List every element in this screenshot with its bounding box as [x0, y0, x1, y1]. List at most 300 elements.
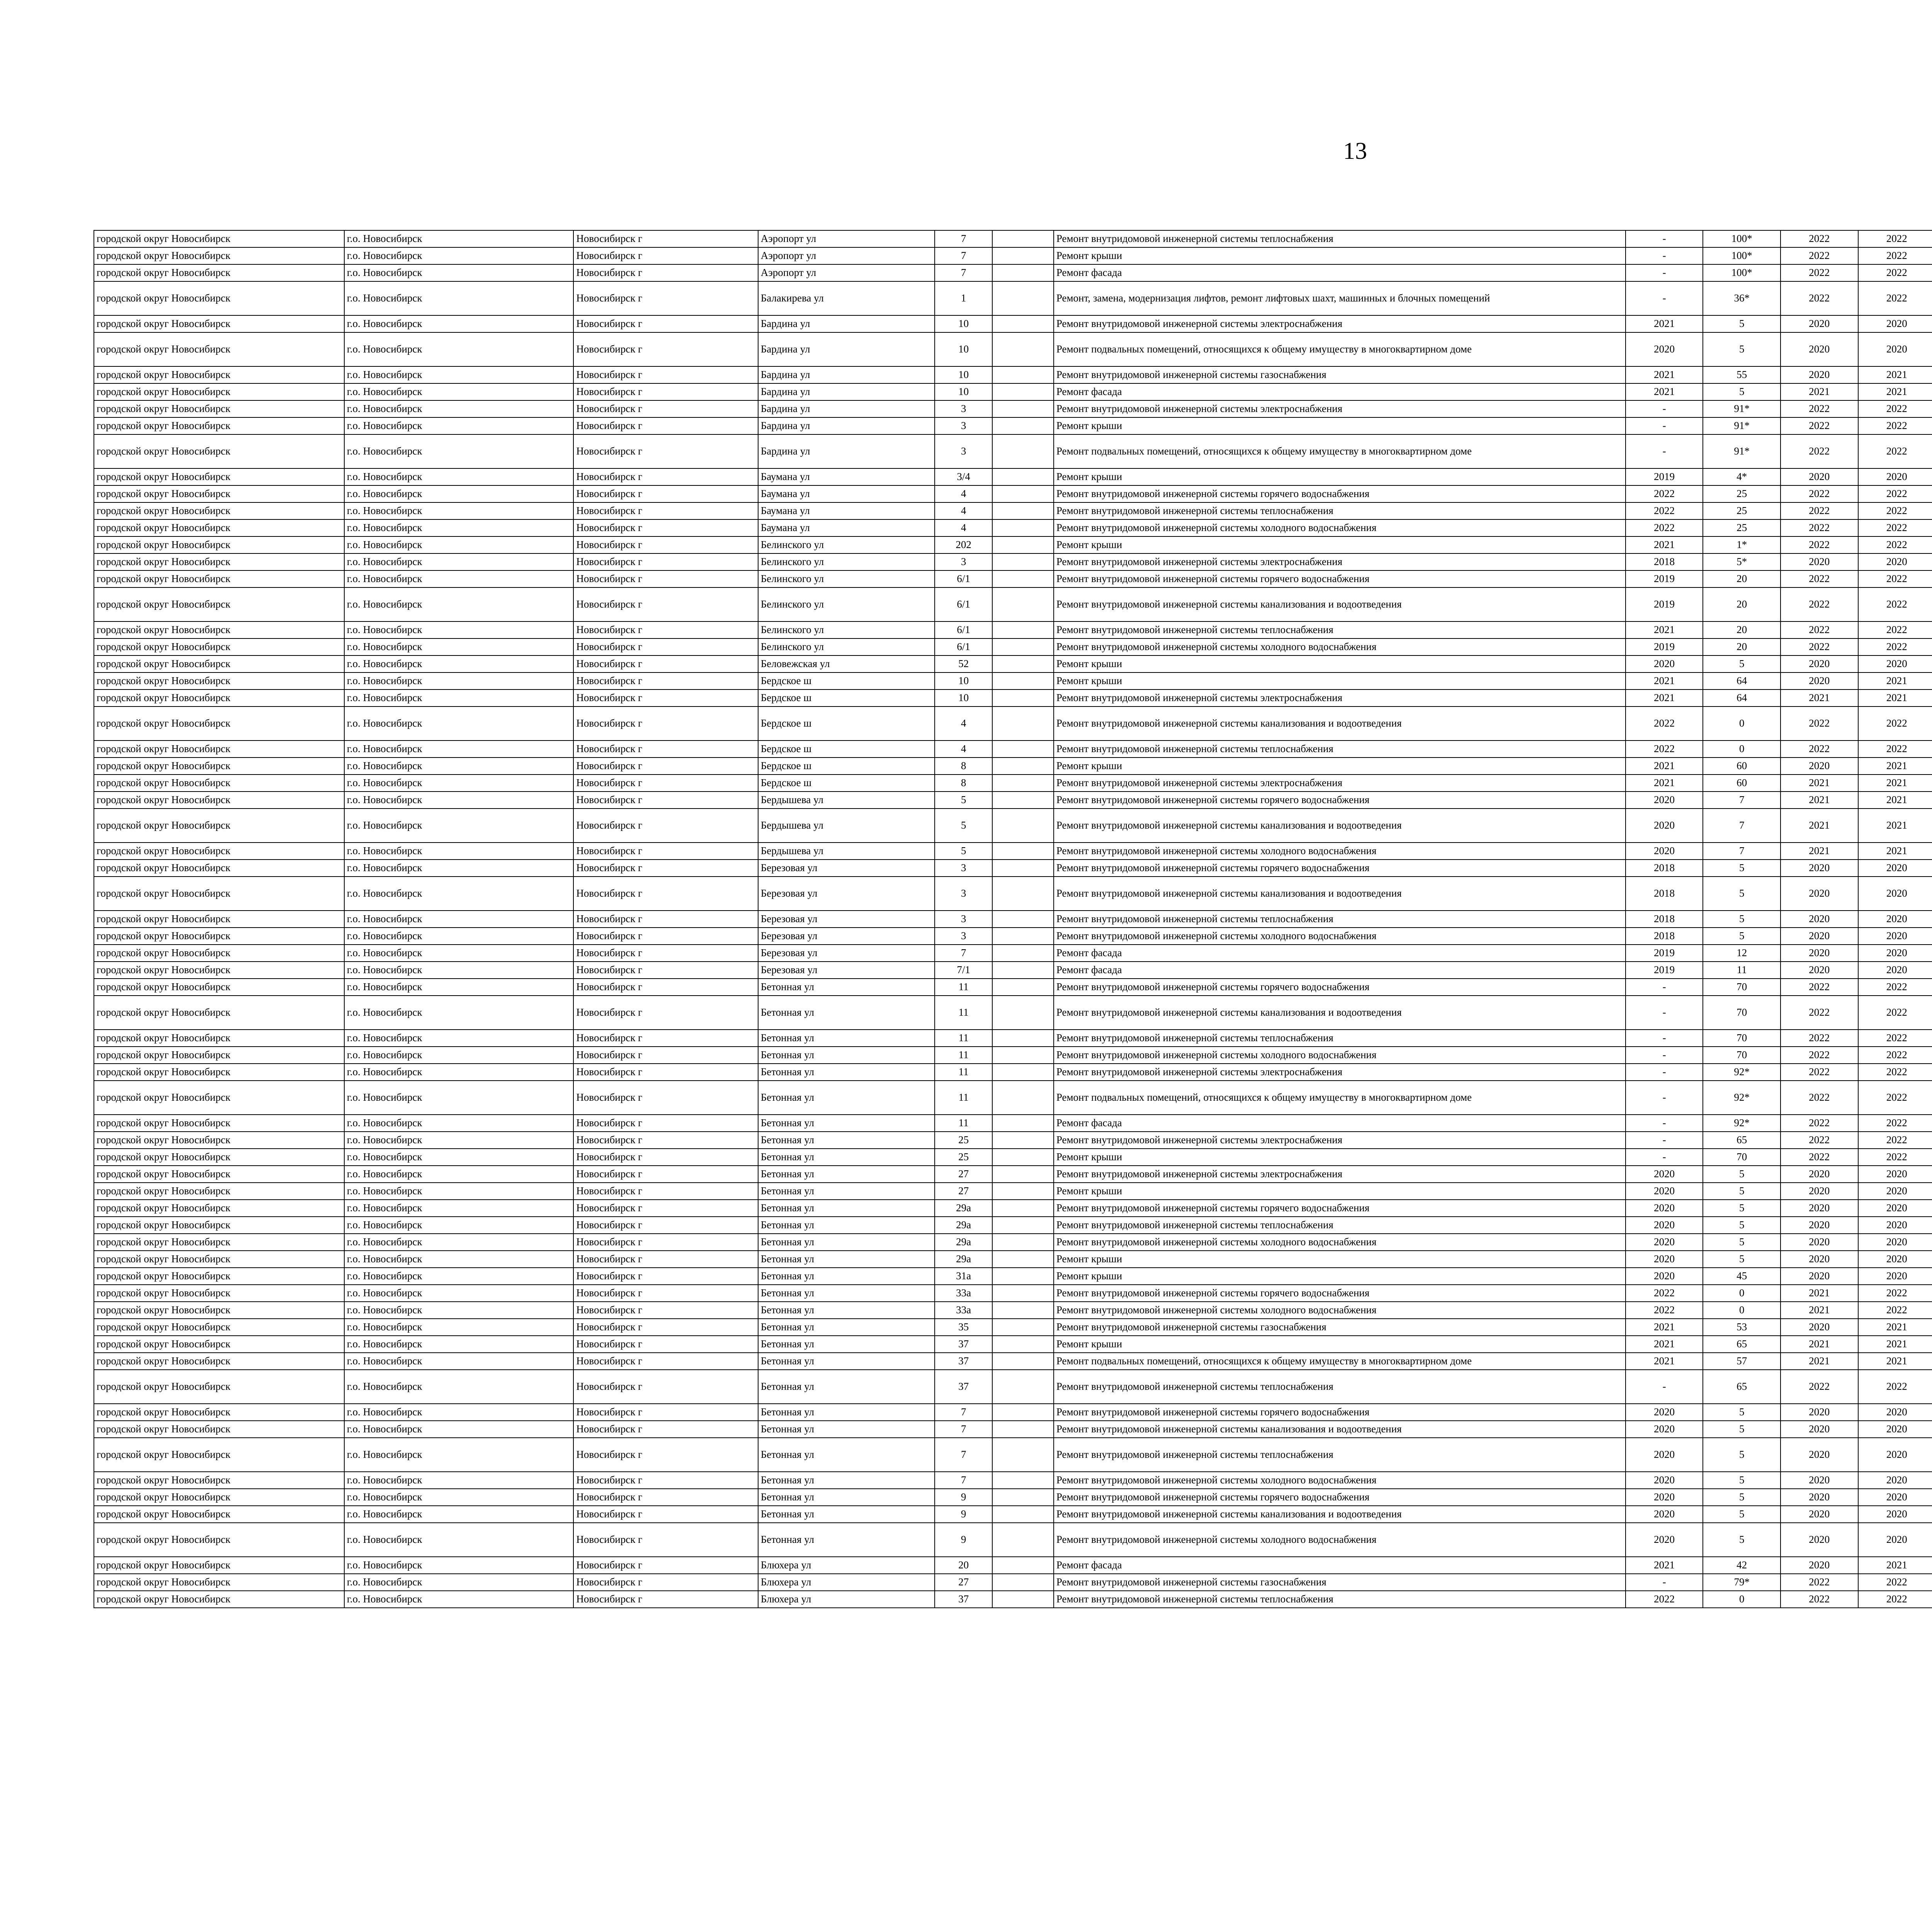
cell-house: 3: [935, 417, 992, 434]
cell-work-type: Ремонт внутридомовой инженерной системы горячего водоснабжения: [1054, 485, 1626, 502]
cell-work-type: Ремонт внутридомовой инженерной системы теплоснабжения: [1054, 1217, 1626, 1234]
cell-prev-year: 2022: [1626, 485, 1703, 502]
cell-wear: 70: [1703, 996, 1781, 1030]
cell-house: 3/4: [935, 468, 992, 485]
cell-settlement: г.о. Новосибирск: [344, 638, 574, 655]
cell-wear: 64: [1703, 690, 1781, 707]
cell-settlement: г.о. Новосибирск: [344, 1574, 574, 1591]
cell-work-type: Ремонт внутридомовой инженерной системы канализования и водоотведения: [1054, 707, 1626, 741]
cell-house: 6/1: [935, 638, 992, 655]
cell-work-type: Ремонт фасада: [1054, 383, 1626, 400]
cell-municipality: городской округ Новосибирск: [94, 553, 344, 570]
cell-municipality: городской округ Новосибирск: [94, 1438, 344, 1472]
cell-house: 11: [935, 996, 992, 1030]
cell-house: 4: [935, 485, 992, 502]
cell-wear: 11: [1703, 962, 1781, 979]
cell-corpus: [992, 996, 1053, 1030]
cell-city: Новосибирск г: [573, 468, 758, 485]
cell-plan-end: 2020: [1858, 1166, 1932, 1183]
table-row: [94, 1081, 1932, 1115]
cell-work-type: Ремонт внутридомовой инженерной системы теплоснабжения: [1054, 230, 1626, 247]
cell-street: Бетонная ул: [758, 1438, 935, 1472]
table-row: [94, 1149, 1932, 1166]
cell-plan-start: 2020: [1781, 928, 1858, 945]
cell-house: 11: [935, 1064, 992, 1081]
cell-wear: 5: [1703, 1234, 1781, 1251]
cell-prev-year: 2021: [1626, 536, 1703, 553]
cell-plan-start: 2022: [1781, 1081, 1858, 1115]
cell-wear: 91*: [1703, 400, 1781, 417]
cell-wear: 5: [1703, 911, 1781, 928]
cell-plan-end: 2022: [1858, 979, 1932, 996]
cell-plan-end: 2021: [1858, 383, 1932, 400]
cell-house: 10: [935, 672, 992, 690]
cell-settlement: г.о. Новосибирск: [344, 928, 574, 945]
cell-wear: 20: [1703, 638, 1781, 655]
cell-city: Новосибирск г: [573, 979, 758, 996]
cell-municipality: городской округ Новосибирск: [94, 911, 344, 928]
cell-settlement: г.о. Новосибирск: [344, 1115, 574, 1132]
cell-house: 27: [935, 1166, 992, 1183]
cell-street: Бетонная ул: [758, 1302, 935, 1319]
cell-plan-end: 2022: [1858, 1370, 1932, 1404]
cell-prev-year: 2020: [1626, 809, 1703, 843]
cell-corpus: [992, 1472, 1053, 1489]
cell-work-type: Ремонт внутридомовой инженерной системы холодного водоснабжения: [1054, 1234, 1626, 1251]
cell-city: Новосибирск г: [573, 1438, 758, 1472]
table-row: [94, 843, 1932, 860]
cell-wear: 0: [1703, 1302, 1781, 1319]
table-row: [94, 1523, 1932, 1557]
cell-plan-end: 2020: [1858, 1268, 1932, 1285]
cell-corpus: [992, 979, 1053, 996]
cell-prev-year: -: [1626, 996, 1703, 1030]
cell-street: Бетонная ул: [758, 1030, 935, 1047]
table-row: [94, 383, 1932, 400]
cell-city: Новосибирск г: [573, 672, 758, 690]
cell-municipality: городской округ Новосибирск: [94, 247, 344, 264]
cell-corpus: [992, 587, 1053, 621]
cell-plan-end: 2022: [1858, 434, 1932, 468]
page-number: 13: [1343, 138, 1367, 164]
cell-municipality: городской округ Новосибирск: [94, 468, 344, 485]
cell-plan-end: 2020: [1858, 1200, 1932, 1217]
cell-plan-start: 2020: [1781, 1438, 1858, 1472]
cell-plan-start: 2020: [1781, 1523, 1858, 1557]
cell-house: 29а: [935, 1200, 992, 1217]
cell-municipality: городской округ Новосибирск: [94, 1489, 344, 1506]
cell-corpus: [992, 1115, 1053, 1132]
cell-plan-start: 2020: [1781, 1489, 1858, 1506]
cell-municipality: городской округ Новосибирск: [94, 1234, 344, 1251]
cell-house: 9: [935, 1506, 992, 1523]
table-row: [94, 417, 1932, 434]
cell-prev-year: 2018: [1626, 860, 1703, 877]
cell-street: Аэропорт ул: [758, 264, 935, 281]
cell-work-type: Ремонт внутридомовой инженерной системы теплоснабжения: [1054, 1591, 1626, 1608]
cell-plan-end: 2021: [1858, 758, 1932, 775]
cell-work-type: Ремонт внутридомовой инженерной системы холодного водоснабжения: [1054, 1047, 1626, 1064]
cell-prev-year: 2022: [1626, 519, 1703, 536]
cell-settlement: г.о. Новосибирск: [344, 707, 574, 741]
cell-municipality: городской округ Новосибирск: [94, 1115, 344, 1132]
cell-corpus: [992, 1591, 1053, 1608]
cell-prev-year: -: [1626, 1081, 1703, 1115]
cell-plan-start: 2020: [1781, 1251, 1858, 1268]
cell-street: Бетонная ул: [758, 1421, 935, 1438]
cell-municipality: городской округ Новосибирск: [94, 434, 344, 468]
table-row: [94, 553, 1932, 570]
cell-plan-end: 2020: [1858, 332, 1932, 366]
cell-street: Баумана ул: [758, 502, 935, 519]
cell-street: Бардина ул: [758, 400, 935, 417]
cell-plan-start: 2022: [1781, 638, 1858, 655]
cell-corpus: [992, 519, 1053, 536]
table-row: [94, 1591, 1932, 1608]
cell-city: Новосибирск г: [573, 911, 758, 928]
cell-house: 37: [935, 1353, 992, 1370]
cell-wear: 4*: [1703, 468, 1781, 485]
cell-city: Новосибирск г: [573, 877, 758, 911]
cell-street: Бардина ул: [758, 417, 935, 434]
cell-corpus: [992, 366, 1053, 383]
cell-corpus: [992, 1149, 1053, 1166]
cell-municipality: городской округ Новосибирск: [94, 1047, 344, 1064]
cell-prev-year: -: [1626, 1574, 1703, 1591]
cell-wear: 5: [1703, 655, 1781, 672]
cell-municipality: городской округ Новосибирск: [94, 1217, 344, 1234]
cell-plan-start: 2021: [1781, 1336, 1858, 1353]
cell-prev-year: 2019: [1626, 587, 1703, 621]
cell-settlement: г.о. Новосибирск: [344, 1030, 574, 1047]
cell-city: Новосибирск г: [573, 1302, 758, 1319]
cell-house: 7: [935, 1421, 992, 1438]
cell-corpus: [992, 707, 1053, 741]
cell-settlement: г.о. Новосибирск: [344, 1438, 574, 1472]
cell-work-type: Ремонт внутридомовой инженерной системы канализования и водоотведения: [1054, 1506, 1626, 1523]
cell-plan-end: 2020: [1858, 1489, 1932, 1506]
cell-plan-end: 2020: [1858, 1183, 1932, 1200]
cell-plan-end: 2022: [1858, 417, 1932, 434]
cell-plan-start: 2021: [1781, 1302, 1858, 1319]
cell-plan-start: 2020: [1781, 911, 1858, 928]
cell-city: Новосибирск г: [573, 860, 758, 877]
cell-wear: 92*: [1703, 1064, 1781, 1081]
cell-city: Новосибирск г: [573, 502, 758, 519]
cell-prev-year: -: [1626, 1132, 1703, 1149]
cell-prev-year: 2022: [1626, 741, 1703, 758]
cell-plan-start: 2020: [1781, 672, 1858, 690]
table-row: [94, 860, 1932, 877]
cell-wear: 79*: [1703, 1574, 1781, 1591]
cell-settlement: г.о. Новосибирск: [344, 1166, 574, 1183]
cell-work-type: Ремонт крыши: [1054, 247, 1626, 264]
cell-wear: 70: [1703, 1047, 1781, 1064]
cell-house: 6/1: [935, 587, 992, 621]
cell-wear: 25: [1703, 485, 1781, 502]
cell-plan-end: 2022: [1858, 536, 1932, 553]
cell-city: Новосибирск г: [573, 843, 758, 860]
cell-corpus: [992, 1183, 1053, 1200]
cell-plan-start: 2022: [1781, 417, 1858, 434]
cell-wear: 5: [1703, 1200, 1781, 1217]
cell-corpus: [992, 1302, 1053, 1319]
table-row: [94, 1200, 1932, 1217]
cell-house: 3: [935, 434, 992, 468]
cell-house: 3: [935, 928, 992, 945]
cell-street: Бердское ш: [758, 775, 935, 792]
cell-municipality: городской округ Новосибирск: [94, 383, 344, 400]
cell-settlement: г.о. Новосибирск: [344, 775, 574, 792]
cell-plan-end: 2022: [1858, 247, 1932, 264]
cell-prev-year: -: [1626, 400, 1703, 417]
cell-street: Бетонная ул: [758, 1132, 935, 1149]
cell-corpus: [992, 536, 1053, 553]
cell-house: 37: [935, 1370, 992, 1404]
cell-work-type: Ремонт крыши: [1054, 1336, 1626, 1353]
cell-plan-start: 2020: [1781, 1404, 1858, 1421]
cell-municipality: городской округ Новосибирск: [94, 655, 344, 672]
cell-house: 11: [935, 979, 992, 996]
cell-settlement: г.о. Новосибирск: [344, 1285, 574, 1302]
cell-plan-end: 2021: [1858, 775, 1932, 792]
cell-house: 7: [935, 1438, 992, 1472]
cell-city: Новосибирск г: [573, 1591, 758, 1608]
cell-street: Бердское ш: [758, 690, 935, 707]
cell-corpus: [992, 1047, 1053, 1064]
table-row: [94, 672, 1932, 690]
cell-plan-start: 2020: [1781, 366, 1858, 383]
cell-prev-year: 2021: [1626, 315, 1703, 332]
cell-plan-start: 2022: [1781, 264, 1858, 281]
cell-wear: 0: [1703, 1285, 1781, 1302]
cell-house: 7: [935, 247, 992, 264]
cell-work-type: Ремонт внутридомовой инженерной системы газоснабжения: [1054, 1574, 1626, 1591]
cell-work-type: Ремонт внутридомовой инженерной системы холодного водоснабжения: [1054, 843, 1626, 860]
cell-corpus: [992, 638, 1053, 655]
cell-settlement: г.о. Новосибирск: [344, 400, 574, 417]
cell-street: Бердское ш: [758, 741, 935, 758]
cell-city: Новосибирск г: [573, 536, 758, 553]
cell-wear: 70: [1703, 979, 1781, 996]
cell-plan-start: 2022: [1781, 536, 1858, 553]
cell-house: 11: [935, 1047, 992, 1064]
cell-house: 35: [935, 1319, 992, 1336]
cell-corpus: [992, 264, 1053, 281]
cell-wear: 5: [1703, 332, 1781, 366]
cell-corpus: [992, 655, 1053, 672]
cell-city: Новосибирск г: [573, 621, 758, 638]
cell-wear: 20: [1703, 587, 1781, 621]
cell-plan-end: 2020: [1858, 928, 1932, 945]
cell-municipality: городской округ Новосибирск: [94, 1574, 344, 1591]
cell-street: Бетонная ул: [758, 1489, 935, 1506]
cell-street: Бердское ш: [758, 707, 935, 741]
cell-prev-year: -: [1626, 434, 1703, 468]
cell-plan-start: 2020: [1781, 1200, 1858, 1217]
cell-wear: 5: [1703, 1404, 1781, 1421]
cell-corpus: [992, 809, 1053, 843]
cell-city: Новосибирск г: [573, 758, 758, 775]
cell-work-type: Ремонт внутридомовой инженерной системы электроснабжения: [1054, 775, 1626, 792]
cell-corpus: [992, 1251, 1053, 1268]
cell-corpus: [992, 1268, 1053, 1285]
cell-municipality: городской округ Новосибирск: [94, 485, 344, 502]
cell-street: Бетонная ул: [758, 1047, 935, 1064]
cell-corpus: [992, 877, 1053, 911]
cell-corpus: [992, 1353, 1053, 1370]
cell-wear: 5: [1703, 1489, 1781, 1506]
cell-prev-year: 2022: [1626, 707, 1703, 741]
cell-settlement: г.о. Новосибирск: [344, 1489, 574, 1506]
table-row: [94, 485, 1932, 502]
cell-wear: 5: [1703, 928, 1781, 945]
cell-municipality: городской округ Новосибирск: [94, 1506, 344, 1523]
cell-city: Новосибирск г: [573, 1353, 758, 1370]
cell-plan-start: 2020: [1781, 945, 1858, 962]
cell-municipality: городской округ Новосибирск: [94, 860, 344, 877]
cell-city: Новосибирск г: [573, 1132, 758, 1149]
cell-wear: 7: [1703, 843, 1781, 860]
cell-plan-start: 2022: [1781, 247, 1858, 264]
cell-prev-year: -: [1626, 247, 1703, 264]
cell-work-type: Ремонт внутридомовой инженерной системы холодного водоснабжения: [1054, 638, 1626, 655]
cell-plan-start: 2022: [1781, 1030, 1858, 1047]
cell-plan-start: 2022: [1781, 400, 1858, 417]
cell-street: Бардина ул: [758, 332, 935, 366]
cell-settlement: г.о. Новосибирск: [344, 366, 574, 383]
cell-plan-end: 2022: [1858, 707, 1932, 741]
cell-plan-end: 2022: [1858, 741, 1932, 758]
cell-corpus: [992, 621, 1053, 638]
cell-municipality: городской округ Новосибирск: [94, 1472, 344, 1489]
cell-corpus: [992, 1404, 1053, 1421]
cell-street: Бетонная ул: [758, 1472, 935, 1489]
cell-prev-year: 2020: [1626, 1166, 1703, 1183]
cell-corpus: [992, 758, 1053, 775]
cell-wear: 5: [1703, 1438, 1781, 1472]
cell-settlement: г.о. Новосибирск: [344, 979, 574, 996]
cell-city: Новосибирск г: [573, 553, 758, 570]
cell-plan-end: 2020: [1858, 1506, 1932, 1523]
table-row: [94, 1404, 1932, 1421]
cell-street: Бетонная ул: [758, 1115, 935, 1132]
table-row: [94, 519, 1932, 536]
cell-plan-end: 2022: [1858, 587, 1932, 621]
cell-work-type: Ремонт внутридомовой инженерной системы горячего водоснабжения: [1054, 570, 1626, 587]
cell-settlement: г.о. Новосибирск: [344, 860, 574, 877]
cell-wear: 5: [1703, 383, 1781, 400]
cell-work-type: Ремонт крыши: [1054, 468, 1626, 485]
table-row: [94, 1489, 1932, 1506]
cell-municipality: городской округ Новосибирск: [94, 1591, 344, 1608]
cell-settlement: г.о. Новосибирск: [344, 1591, 574, 1608]
cell-house: 1: [935, 281, 992, 315]
cell-street: Белинского ул: [758, 536, 935, 553]
cell-corpus: [992, 1574, 1053, 1591]
cell-prev-year: -: [1626, 1047, 1703, 1064]
cell-work-type: Ремонт внутридомовой инженерной системы теплоснабжения: [1054, 502, 1626, 519]
cell-settlement: г.о. Новосибирск: [344, 417, 574, 434]
cell-city: Новосибирск г: [573, 383, 758, 400]
cell-municipality: городской округ Новосибирск: [94, 962, 344, 979]
cell-plan-end: 2022: [1858, 1149, 1932, 1166]
cell-city: Новосибирск г: [573, 519, 758, 536]
cell-settlement: г.о. Новосибирск: [344, 502, 574, 519]
cell-wear: 5: [1703, 1183, 1781, 1200]
cell-prev-year: 2020: [1626, 1217, 1703, 1234]
cell-settlement: г.о. Новосибирск: [344, 1557, 574, 1574]
cell-house: 29а: [935, 1251, 992, 1268]
cell-house: 3: [935, 860, 992, 877]
cell-corpus: [992, 1506, 1053, 1523]
cell-plan-end: 2021: [1858, 672, 1932, 690]
cell-city: Новосибирск г: [573, 1574, 758, 1591]
cell-municipality: городской округ Новосибирск: [94, 1081, 344, 1115]
cell-corpus: [992, 1166, 1053, 1183]
table-row: [94, 1302, 1932, 1319]
cell-prev-year: 2020: [1626, 1251, 1703, 1268]
cell-plan-end: 2022: [1858, 230, 1932, 247]
cell-house: 11: [935, 1115, 992, 1132]
cell-plan-end: 2020: [1858, 1523, 1932, 1557]
cell-work-type: Ремонт внутридомовой инженерной системы горячего водоснабжения: [1054, 1285, 1626, 1302]
cell-wear: 91*: [1703, 434, 1781, 468]
table-row: [94, 400, 1932, 417]
cell-plan-end: 2021: [1858, 843, 1932, 860]
cell-plan-end: 2022: [1858, 1115, 1932, 1132]
cell-city: Новосибирск г: [573, 366, 758, 383]
cell-house: 5: [935, 809, 992, 843]
cell-settlement: г.о. Новосибирск: [344, 672, 574, 690]
table-row: [94, 332, 1932, 366]
cell-settlement: г.о. Новосибирск: [344, 1506, 574, 1523]
cell-street: Бетонная ул: [758, 1268, 935, 1285]
cell-wear: 5: [1703, 1421, 1781, 1438]
cell-city: Новосибирск г: [573, 928, 758, 945]
cell-work-type: Ремонт внутридомовой инженерной системы канализования и водоотведения: [1054, 1421, 1626, 1438]
cell-plan-end: 2022: [1858, 1064, 1932, 1081]
cell-street: Бердское ш: [758, 672, 935, 690]
cell-settlement: г.о. Новосибирск: [344, 1370, 574, 1404]
table-row: [94, 570, 1932, 587]
cell-settlement: г.о. Новосибирск: [344, 690, 574, 707]
cell-municipality: городской округ Новосибирск: [94, 690, 344, 707]
cell-corpus: [992, 502, 1053, 519]
cell-prev-year: 2021: [1626, 1353, 1703, 1370]
cell-work-type: Ремонт внутридомовой инженерной системы горячего водоснабжения: [1054, 1404, 1626, 1421]
cell-city: Новосибирск г: [573, 1047, 758, 1064]
cell-plan-end: 2022: [1858, 1302, 1932, 1319]
cell-street: Бетонная ул: [758, 996, 935, 1030]
cell-house: 31а: [935, 1268, 992, 1285]
cell-settlement: г.о. Новосибирск: [344, 741, 574, 758]
cell-settlement: г.о. Новосибирск: [344, 1404, 574, 1421]
cell-plan-start: 2022: [1781, 1591, 1858, 1608]
cell-prev-year: 2020: [1626, 1183, 1703, 1200]
cell-municipality: городской округ Новосибирск: [94, 996, 344, 1030]
cell-corpus: [992, 792, 1053, 809]
cell-city: Новосибирск г: [573, 1251, 758, 1268]
cell-street: Бардина ул: [758, 434, 935, 468]
cell-plan-start: 2021: [1781, 1353, 1858, 1370]
table-row: [94, 1319, 1932, 1336]
cell-work-type: Ремонт внутридомовой инженерной системы электроснабжения: [1054, 1132, 1626, 1149]
cell-municipality: городской округ Новосибирск: [94, 366, 344, 383]
cell-corpus: [992, 1319, 1053, 1336]
table-row: [94, 621, 1932, 638]
cell-plan-end: 2021: [1858, 809, 1932, 843]
